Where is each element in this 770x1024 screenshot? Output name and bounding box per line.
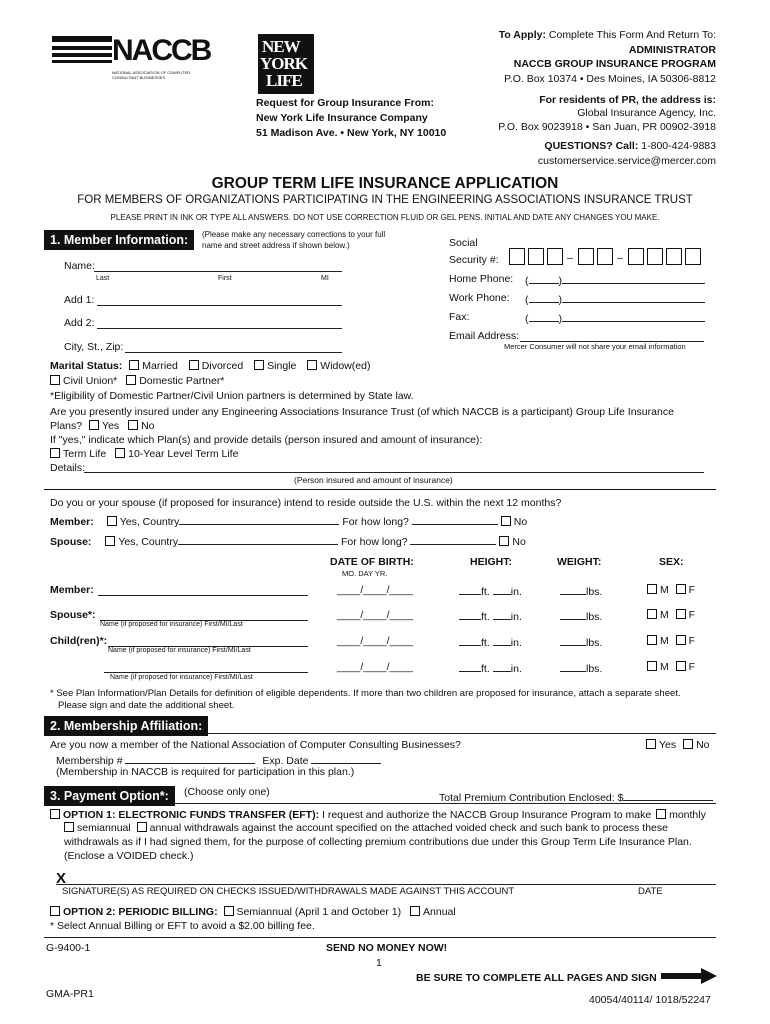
form-title: GROUP TERM LIFE INSURANCE APPLICATION [211, 175, 559, 192]
new-york-life-logo: NEW YORK LIFE [258, 34, 314, 94]
term-life-checkbox[interactable] [50, 448, 60, 458]
ssn-label-1: Social [449, 237, 478, 249]
divorced-checkbox[interactable] [189, 360, 199, 370]
form-number: G-9400-1 [46, 942, 91, 954]
row-child-female-checkbox[interactable] [676, 635, 686, 645]
option1-checkbox[interactable] [50, 809, 60, 819]
total-premium: Total Premium Contribution Enclosed: $ [439, 790, 713, 804]
contact-email[interactable]: customerservice.service@mercer.com [537, 155, 716, 167]
name-sub-first: First [218, 275, 232, 282]
billing-annual-checkbox[interactable] [410, 906, 420, 916]
row-child-sex: M F [647, 635, 695, 647]
home-phone-label: Home Phone: [449, 273, 514, 285]
married-checkbox[interactable] [129, 360, 139, 370]
eft-semiannual-checkbox[interactable] [64, 822, 74, 832]
page-number: 1 [376, 957, 382, 969]
divider-1 [44, 489, 716, 490]
signature-x: X [56, 870, 67, 887]
choose-only-one: (Choose only one) [184, 786, 270, 798]
spouse-reside-yes-checkbox[interactable] [105, 536, 115, 546]
reside-question: Do you or your spouse (if proposed for insurance) intend to reside outside the U.S. within the next 12 months? [50, 497, 562, 509]
email-label: Email Address: [449, 330, 520, 342]
add2-label: Add 2: [64, 317, 95, 329]
add1-label: Add 1: [64, 294, 95, 306]
be-sure-notice: BE SURE TO COMPLETE ALL PAGES AND SIGN [416, 972, 657, 984]
dob-header: DATE OF BIRTH: [330, 556, 414, 568]
sex-header: SEX: [659, 556, 684, 568]
partner-row: Civil Union* Domestic Partner* [50, 375, 224, 387]
fax-label: Fax: [449, 311, 470, 323]
pr-line-2: P.O. Box 9023918 • San Juan, PR 00902-3918 [498, 121, 716, 133]
plan-options-row: Term Life 10-Year Level Term Life [50, 448, 238, 460]
membership-no-checkbox[interactable] [683, 739, 693, 749]
member-reside-yes-checkbox[interactable] [107, 516, 117, 526]
ssn-digit-7[interactable] [647, 248, 663, 265]
ssn-digit-2[interactable] [528, 248, 544, 265]
row-child2-dob[interactable]: ____/____/____ [337, 661, 413, 673]
ssn-digit-1[interactable] [509, 248, 525, 265]
row-spouse-male-checkbox[interactable] [647, 609, 657, 619]
option1-line-3: withdrawals as if I had signed them, for the purpose of collecting premium contributions due under this Group Term Life Insurance Plan. [64, 836, 692, 848]
marital-status-row: Marital Status: Married Divorced Single Widow(ed) [50, 360, 371, 372]
row-child2-female-checkbox[interactable] [676, 661, 686, 671]
row-child-dob[interactable]: ____/____/____ [337, 635, 413, 647]
email-privacy-note: Mercer Consumer will not share your email information [504, 342, 686, 351]
membership-requirement: (Membership in NACCB is required for participation in this plan.) [56, 766, 355, 778]
name-input-line[interactable] [94, 271, 342, 272]
apply-line: To Apply: Complete This Form And Return To: [498, 29, 716, 41]
dependents-footnote-1: * See Plan Information/Plan Details for definition of eligible dependents. If more than two children are proposed for insurance, attach a separate sheet. [50, 688, 681, 699]
eft-annual-checkbox[interactable] [137, 822, 147, 832]
po-box: P.O. Box 10374 • Des Moines, IA 50306-8812 [504, 73, 716, 85]
print-instructions: PLEASE PRINT IN INK OR TYPE ALL ANSWERS. DO NOT USE CORRECTION FLUID OR GEL PENS. INITIAL AND DATE ANY CHANGES YOU MAKE. [110, 213, 660, 222]
ssn-digit-9[interactable] [685, 248, 701, 265]
details-input-line[interactable] [84, 472, 704, 473]
row-spouse-weight[interactable]: lbs. [560, 609, 602, 623]
row-child-height[interactable]: ft. in. [459, 635, 522, 649]
member-reside-row: Member: Yes, Country For how long? No [50, 516, 528, 528]
name-sub-mi: MI [321, 275, 329, 282]
section-3-heading: 3. Payment Option*: [44, 786, 175, 806]
option1-line-4: (Enclose a VOIDED check.) [64, 850, 194, 862]
naccb-logo [52, 34, 211, 82]
row-child2-weight[interactable]: lbs. [560, 661, 602, 675]
insured-answer-row: Plans? Yes No [50, 420, 155, 432]
civil-union-checkbox[interactable] [50, 375, 60, 385]
questions-line: QUESTIONS? Call: 1-800-424-9883 [544, 140, 716, 152]
row-member-male-checkbox[interactable] [647, 584, 657, 594]
pr-label: For residents of PR, the address is: [539, 94, 716, 106]
row-member-name-line[interactable] [98, 595, 308, 596]
row-child-male-checkbox[interactable] [647, 635, 657, 645]
row-child-label: Child(ren)*: [50, 635, 108, 647]
section-1-heading: 1. Member Information: [44, 230, 194, 250]
row-spouse-sex: M F [647, 609, 695, 621]
home-phone-field[interactable]: ( ) [525, 273, 705, 287]
option1-line-1: OPTION 1: ELECTRONIC FUNDS TRANSFER (EFT): I request and authorize the NACCB Group Insurance Program to make monthly [50, 809, 706, 821]
option2-row: OPTION 2: PERIODIC BILLING: Semiannual (April 1 and October 1) Annual [50, 906, 456, 918]
signature-label: SIGNATURE(S) AS REQUIRED ON CHECKS ISSUED/WITHDRAWALS MADE AGAINST THIS ACCOUNT [62, 886, 515, 897]
membership-yes-checkbox[interactable] [646, 739, 656, 749]
footer-rule [44, 937, 716, 938]
name-label: Name: [64, 260, 95, 272]
membership-question: Are you now a member of the National Association of Computer Consulting Businesses? [50, 739, 461, 751]
row-member-height[interactable]: ft. in. [459, 584, 522, 598]
row-spouse-dob[interactable]: ____/____/____ [337, 609, 413, 621]
row-child2-male-checkbox[interactable] [647, 661, 657, 671]
level-term-checkbox[interactable] [115, 448, 125, 458]
row-member-label: Member: [50, 584, 94, 596]
form-codes: 40054/40114/ 1018/52247 [589, 994, 711, 1006]
work-phone-label: Work Phone: [449, 292, 510, 304]
ssn-digit-8[interactable] [666, 248, 682, 265]
naccb-logo-text: NACCB [112, 34, 211, 67]
admin-line-2: NACCB GROUP INSURANCE PROGRAM [513, 58, 716, 70]
insured-yes-checkbox[interactable] [89, 420, 99, 430]
row-child-sub: Name (if proposed for insurance) First/MI/Last [108, 647, 251, 654]
domestic-partner-checkbox[interactable] [126, 375, 136, 385]
fax-field[interactable]: ( ) [525, 311, 705, 325]
signature-date-label: DATE [638, 886, 663, 897]
gma-code: GMA-PR1 [46, 988, 94, 1000]
eligibility-note: *Eligibility of Domestic Partner/Civil Union partners is determined by State law. [50, 390, 414, 402]
insured-no-checkbox[interactable] [128, 420, 138, 430]
form-subtitle: FOR MEMBERS OF ORGANIZATIONS PARTICIPATING IN THE ENGINEERING ASSOCIATIONS INSURANCE TRUST [77, 194, 693, 206]
spouse-reside-row: Spouse: Yes, Country For how long? No [50, 536, 526, 548]
billing-semiannual-checkbox[interactable] [224, 906, 234, 916]
row-spouse-height[interactable]: ft. in. [459, 609, 522, 623]
dependents-footnote-2: Please sign and date the additional sheet. [58, 700, 235, 711]
insured-question: Are you presently insured under any Engineering Associations Insurance Trust (of which NACCB is a participant) Group Life Insurance [50, 406, 674, 418]
signature-line[interactable] [56, 884, 716, 885]
request-line-2: New York Life Insurance Company [256, 112, 428, 124]
membership-number-input[interactable] [125, 753, 255, 764]
ssn-digit-5[interactable] [597, 248, 613, 265]
add1-input-line[interactable] [97, 305, 342, 306]
details-sub: (Person insured and amount of insurance) [294, 475, 453, 485]
membership-number-row: Membership # Exp. Date [56, 753, 381, 767]
ssn-label-2: Security #: [449, 254, 499, 266]
row-member-female-checkbox[interactable] [676, 584, 686, 594]
next-page-arrow-icon [661, 968, 717, 984]
request-line-3: 51 Madison Ave. • New York, NY 10010 [256, 127, 447, 139]
row-member-weight[interactable]: lbs. [560, 584, 602, 598]
row-child2-name-line[interactable] [104, 672, 308, 673]
weight-header: WEIGHT: [557, 556, 602, 568]
work-phone-field[interactable]: ( ) [525, 292, 705, 306]
ssn-digit-4[interactable] [578, 248, 594, 265]
dob-sub: MO. DAY YR. [342, 569, 388, 578]
if-yes-instruction: If "yes," indicate which Plan(s) and provide details (person insured and amount of insurance): [50, 434, 483, 446]
row-member-sex: M F [647, 584, 695, 596]
row-member-dob[interactable]: ____/____/____ [337, 584, 413, 596]
row-child2-sub: Name (if proposed for insurance) First/MI/Last [110, 674, 253, 681]
details-label: Details: [50, 462, 86, 474]
membership-answer: Yes No [646, 739, 710, 751]
row-spouse-sub: Name (if proposed for insurance) First/MI/Last [100, 621, 243, 628]
spouse-reside-no-checkbox[interactable] [499, 536, 509, 546]
name-sub-last: Last [96, 275, 110, 282]
add2-input-line[interactable] [97, 328, 342, 329]
city-label: City, St., Zip: [64, 341, 124, 353]
correction-note: (Please make any necessary corrections to your full name and street address if shown below.) [202, 230, 386, 250]
eft-monthly-checkbox[interactable] [656, 809, 666, 819]
section-2-heading: 2. Membership Affiliation: [44, 716, 208, 736]
option1-line-2: semiannual annual withdrawals against the account specified on the attached voided check and such bank to process these [64, 822, 668, 834]
row-child-weight[interactable]: lbs. [560, 635, 602, 649]
single-checkbox[interactable] [254, 360, 264, 370]
row-spouse-label: Spouse*: [50, 609, 96, 621]
row-child2-height[interactable]: ft. in. [459, 661, 522, 675]
ssn-digit-6[interactable] [628, 248, 644, 265]
height-header: HEIGHT: [470, 556, 512, 568]
ssn-digit-3[interactable] [547, 248, 563, 265]
naccb-logo-subtitle: NATIONAL ASSOCIATION OF COMPUTER CONSULTANT BUSINESSES [112, 70, 191, 80]
member-reside-no-checkbox[interactable] [501, 516, 511, 526]
billing-fee-note: * Select Annual Billing or EFT to avoid a $2.00 billing fee. [50, 920, 315, 932]
total-premium-input[interactable] [623, 790, 713, 801]
pr-line-1: Global Insurance Agency, Inc. [577, 107, 716, 119]
row-spouse-female-checkbox[interactable] [676, 609, 686, 619]
option2-checkbox[interactable] [50, 906, 60, 916]
widowed-checkbox[interactable] [307, 360, 317, 370]
send-no-money: SEND NO MONEY NOW! [326, 942, 448, 954]
request-line-1: Request for Group Insurance From: [256, 97, 434, 109]
row-child2-sex: M F [647, 661, 695, 673]
exp-date-input[interactable] [311, 753, 381, 764]
city-input-line[interactable] [125, 352, 342, 353]
admin-line-1: ADMINISTRATOR [628, 44, 716, 56]
